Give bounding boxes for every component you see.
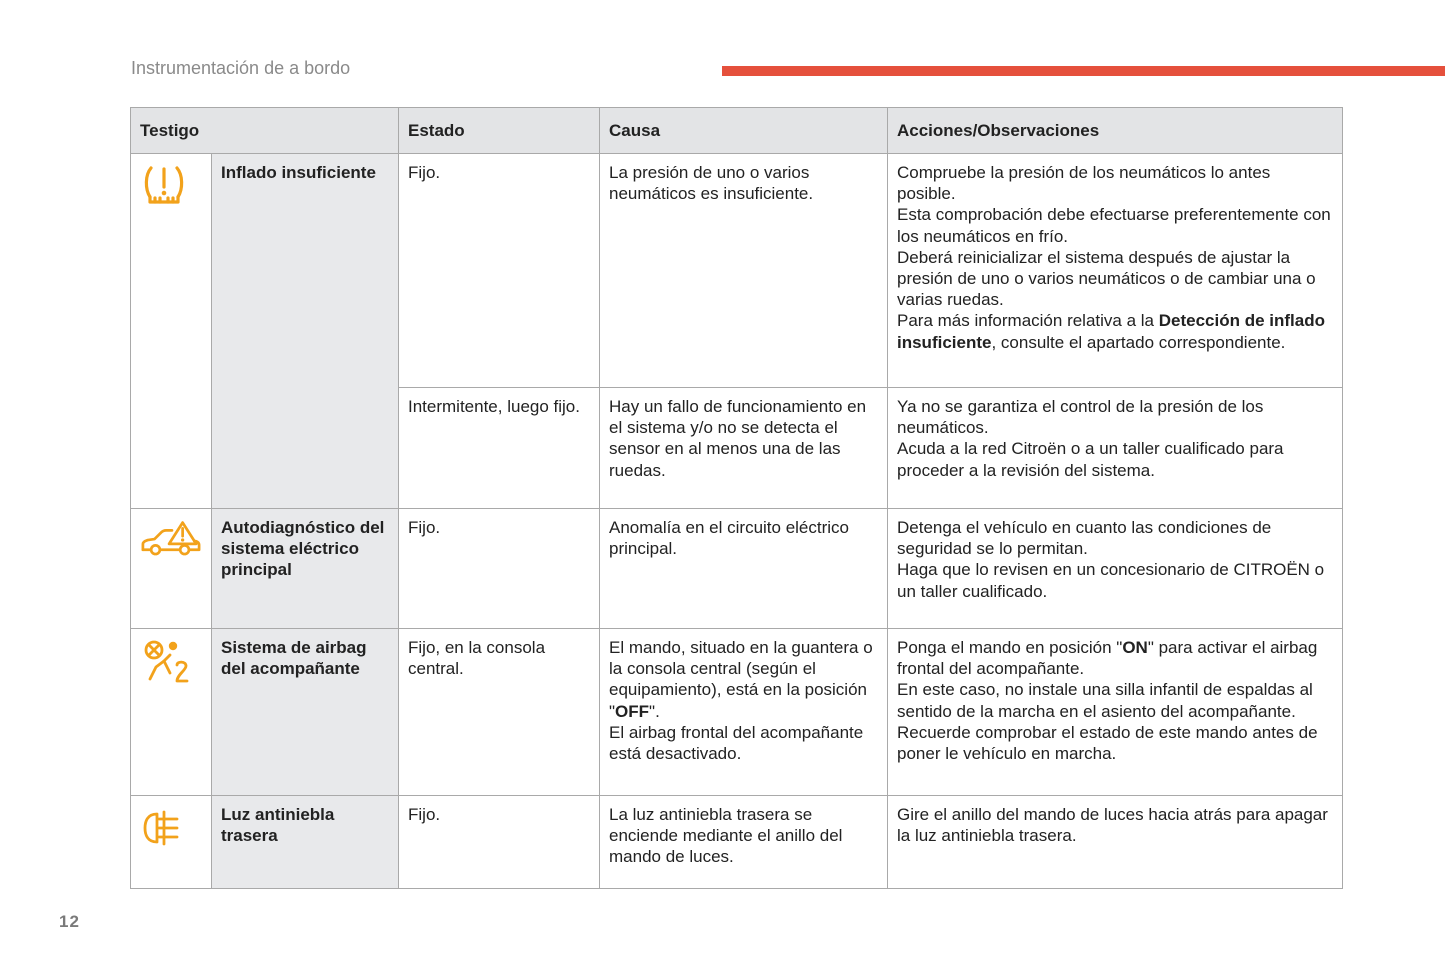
icon-cell	[131, 154, 212, 509]
icon-cell	[131, 629, 212, 796]
warning-name: Luz antiniebla trasera	[212, 796, 399, 889]
acciones-cell: Detenga el vehículo en cuanto las condiciones de seguridad se lo permitan. Haga que lo revisen en un concesionario de CITROËN o un taller cualificado.	[888, 509, 1343, 629]
section-title: Instrumentación de a bordo	[131, 58, 351, 78]
column-header-causa: Causa	[600, 108, 888, 154]
warning-name: Sistema de airbag del acompañante	[212, 629, 399, 796]
rear-fog-light-icon	[140, 804, 188, 852]
icon-cell	[131, 509, 212, 629]
table-row	[131, 629, 1343, 796]
table-row	[131, 796, 1343, 889]
column-header-estado: Estado	[399, 108, 600, 154]
acciones-cell: Ponga el mando en posición "ON" para activar el airbag frontal del acompañante. En este caso, no instale una silla infantil de espaldas al sentido de la marcha en el asiento del acompañante. Recuerde comprobar el estado de este mando antes de poner le vehículo en marcha.	[888, 629, 1343, 796]
acciones-cell: Ya no se garantiza el control de la presión de los neumáticos. Acuda a la red Citroën o a un taller cualificado para proceder a la revisión del sistema.	[888, 388, 1343, 509]
estado-cell: Fijo, en la consola central.	[399, 629, 600, 796]
estado-cell: Intermitente, luego fijo.	[399, 388, 600, 509]
estado-cell: Fijo.	[399, 154, 600, 388]
estado-cell: Fijo.	[399, 796, 600, 889]
column-header-acciones: Acciones/Observaciones	[888, 108, 1343, 154]
icon-cell	[131, 796, 212, 889]
causa-cell: El mando, situado en la guantera o la consola central (según el equipamiento), está en la posición "OFF". El airbag frontal del acompañante está desactivado.	[600, 629, 888, 796]
page-number: 12	[59, 912, 80, 931]
estado-cell: Fijo.	[399, 509, 600, 629]
acciones-cell: Gire el anillo del mando de luces hacia atrás para apagar la luz antiniebla trasera.	[888, 796, 1343, 889]
causa-cell: La presión de uno o varios neumáticos es insuficiente.	[600, 154, 888, 388]
warning-name: Inflado insuficiente	[212, 154, 399, 509]
electrical-fault-car-icon	[140, 517, 202, 565]
causa-cell: Hay un fallo de funcionamiento en el sistema y/o no se detecta el sensor en al menos una de las ruedas.	[600, 388, 888, 509]
passenger-airbag-off-icon	[140, 637, 192, 685]
column-header-testigo: Testigo	[131, 108, 399, 154]
tire-pressure-warning-icon	[140, 162, 188, 210]
causa-cell: Anomalía en el circuito eléctrico principal.	[600, 509, 888, 629]
warning-lights-table	[130, 107, 1343, 889]
table-row	[131, 509, 1343, 629]
causa-cell: La luz antiniebla trasera se enciende mediante el anillo del mando de luces.	[600, 796, 888, 889]
warning-name: Autodiagnóstico del sistema eléctrico principal	[212, 509, 399, 629]
acciones-cell: Compruebe la presión de los neumáticos lo antes posible. Esta comprobación debe efectuarse preferentemente con los neumáticos en frío. Deberá reinicializar el sistema después de ajustar la presión de uno o varios neumáticos o de cambiar una o varias ruedas. Para más información relativa a la Detección de inflado insuficiente, consulte el apartado correspondiente.	[888, 154, 1343, 388]
table-header-row	[131, 108, 1343, 154]
header-accent-bar	[722, 66, 1445, 76]
table-row	[131, 154, 1343, 388]
